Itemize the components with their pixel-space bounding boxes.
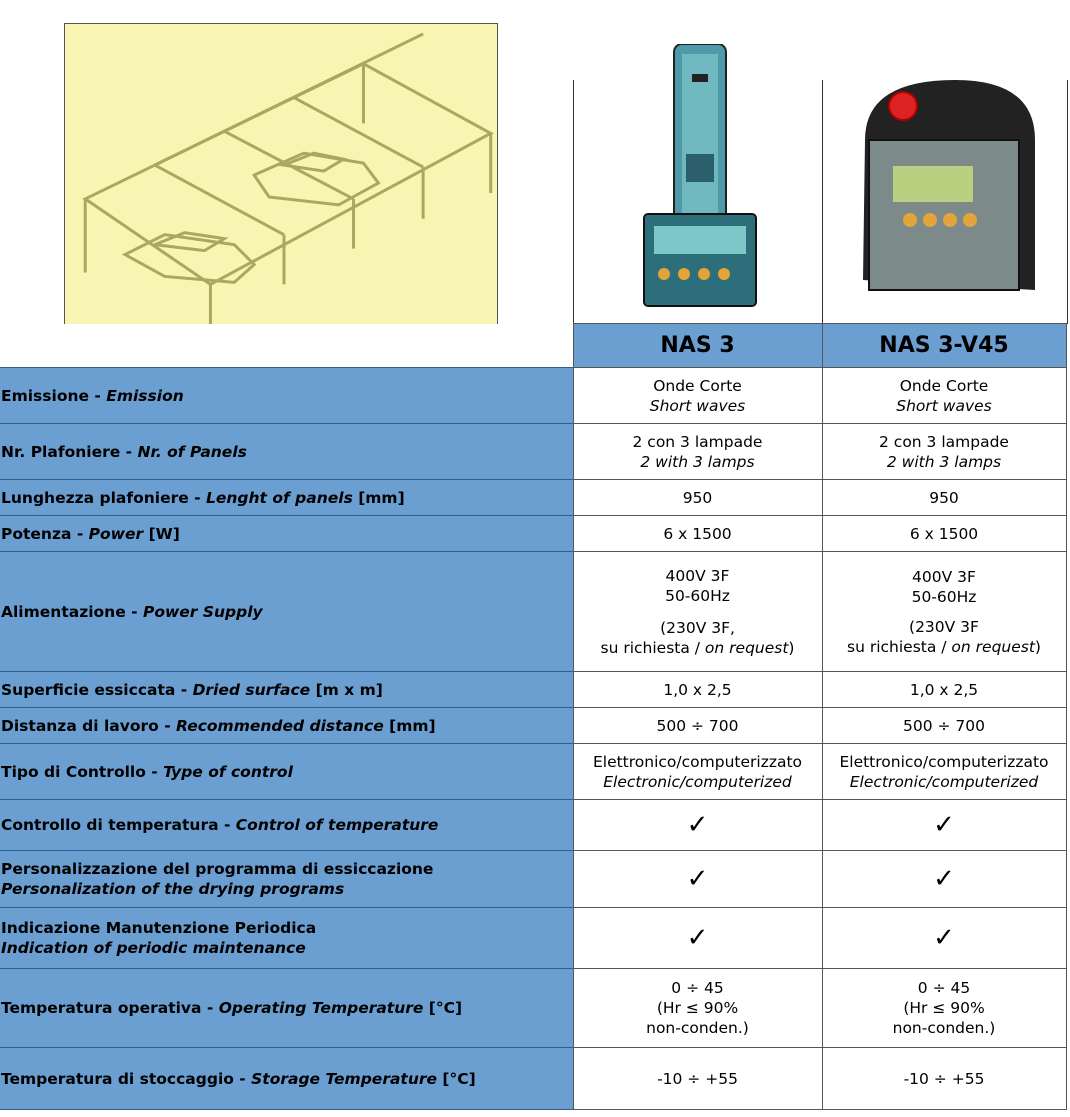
value-cell bbox=[573, 800, 822, 851]
checkmark-icon: ✓ bbox=[686, 810, 709, 840]
value-cell: -10 ÷ +55 bbox=[822, 1048, 1066, 1110]
value-cell bbox=[822, 800, 1066, 851]
value-cell: 400V 3F 50-60Hz (230V 3F, su richiesta / on request) bbox=[573, 552, 822, 672]
table-row bbox=[0, 969, 1066, 1048]
value-cell: Elettronico/computerizzato Electronic/computerized bbox=[822, 744, 1066, 800]
row-label: Emissione - Emission bbox=[0, 368, 573, 424]
spec-table bbox=[0, 323, 1067, 1110]
value-cell: Elettronico/computerizzato Electronic/computerized bbox=[573, 744, 822, 800]
checkmark-icon: ✓ bbox=[686, 923, 709, 953]
value-cell: 500 ÷ 700 bbox=[573, 708, 822, 744]
row-label: Controllo di temperatura - Control of temperature bbox=[0, 800, 573, 851]
value-cell: 0 ÷ 45 (Hr ≤ 90% non-conden.) bbox=[573, 969, 822, 1048]
row-label: Temperatura operativa - Operating Temperature [°C] bbox=[0, 969, 573, 1048]
value-cell: 400V 3F 50-60Hz (230V 3F su richiesta / on request) bbox=[822, 552, 1066, 672]
value-cell: 1,0 x 2,5 bbox=[822, 672, 1066, 708]
header-blank-cell bbox=[0, 324, 573, 368]
table-row bbox=[0, 368, 1066, 424]
value-cell: 0 ÷ 45 (Hr ≤ 90% non-conden.) bbox=[822, 969, 1066, 1048]
table-row bbox=[0, 744, 1066, 800]
drying-booth-illustration bbox=[64, 23, 498, 347]
product-name-nas3-v45: NAS 3-V45 bbox=[822, 324, 1066, 368]
row-label: Alimentazione - Power Supply bbox=[0, 552, 573, 672]
row-label: Superficie essiccata - Dried surface [m x m] bbox=[0, 672, 573, 708]
value-cell: 2 con 3 lampade 2 with 3 lamps bbox=[822, 424, 1066, 480]
checkmark-icon: ✓ bbox=[933, 923, 955, 953]
checkmark-icon: ✓ bbox=[933, 864, 955, 894]
product-photo-frame-nas3-v45 bbox=[822, 80, 1068, 324]
row-label: Personalizzazione del programma di essiccazione Personalization of the drying programs bbox=[0, 851, 573, 908]
table-row bbox=[0, 851, 1066, 908]
table-row bbox=[0, 480, 1066, 516]
row-label: Potenza - Power [W] bbox=[0, 516, 573, 552]
value-cell: 950 bbox=[573, 480, 822, 516]
table-row bbox=[0, 424, 1066, 480]
row-label: Indicazione Manutenzione Periodica Indication of periodic maintenance bbox=[0, 908, 573, 969]
product-photo-frame-nas3 bbox=[573, 80, 823, 324]
table-row bbox=[0, 672, 1066, 708]
value-cell bbox=[822, 851, 1066, 908]
value-cell: 6 x 1500 bbox=[573, 516, 822, 552]
value-cell: 500 ÷ 700 bbox=[822, 708, 1066, 744]
value-cell bbox=[573, 908, 822, 969]
nas3-product-photo bbox=[624, 44, 764, 314]
value-cell: -10 ÷ +55 bbox=[573, 1048, 822, 1110]
table-row bbox=[0, 552, 1066, 672]
row-label: Tipo di Controllo - Type of control bbox=[0, 744, 573, 800]
nas3-v45-product-photo bbox=[855, 70, 1041, 306]
value-cell: 950 bbox=[822, 480, 1066, 516]
table-row bbox=[0, 1048, 1066, 1110]
value-cell bbox=[822, 908, 1066, 969]
value-cell: 6 x 1500 bbox=[822, 516, 1066, 552]
row-label: Distanza di lavoro - Recommended distance [mm] bbox=[0, 708, 573, 744]
row-label: Lunghezza plafoniere - Lenght of panels [mm] bbox=[0, 480, 573, 516]
booth-frame-icon bbox=[65, 24, 497, 346]
checkmark-icon: ✓ bbox=[686, 864, 709, 894]
value-cell: 1,0 x 2,5 bbox=[573, 672, 822, 708]
row-label: Nr. Plafoniere - Nr. of Panels bbox=[0, 424, 573, 480]
row-label: Temperatura di stoccaggio - Storage Temperature [°C] bbox=[0, 1048, 573, 1110]
product-name-nas3: NAS 3 bbox=[573, 324, 822, 368]
checkmark-icon: ✓ bbox=[933, 810, 955, 840]
value-cell: Onde Corte Short waves bbox=[573, 368, 822, 424]
value-cell bbox=[573, 851, 822, 908]
table-row bbox=[0, 800, 1066, 851]
value-cell: Onde Corte Short waves bbox=[822, 368, 1066, 424]
header-row bbox=[0, 324, 1066, 368]
table-row bbox=[0, 708, 1066, 744]
table-row bbox=[0, 908, 1066, 969]
value-cell: 2 con 3 lampade 2 with 3 lamps bbox=[573, 424, 822, 480]
table-row bbox=[0, 516, 1066, 552]
